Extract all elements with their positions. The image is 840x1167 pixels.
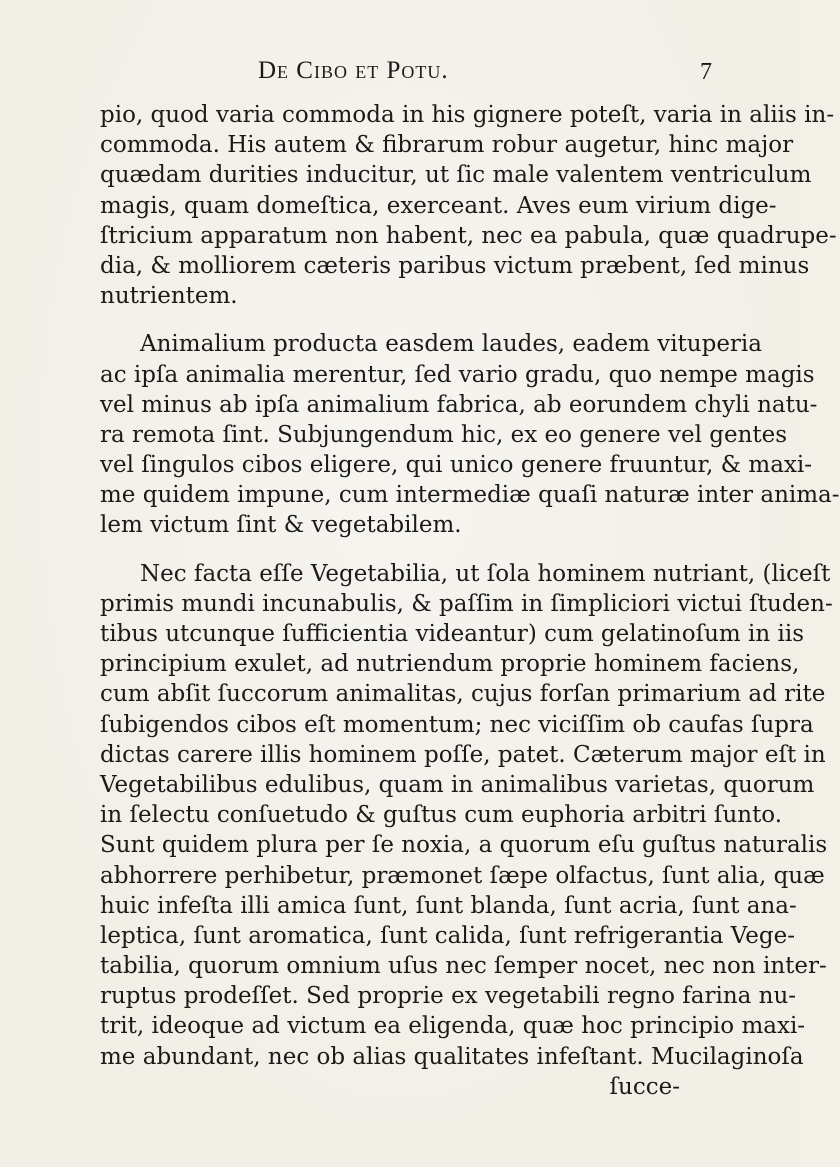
text-line: primis mundi incunabulis, & paſſim in ſimpliciori victui ſtuden- [100,590,833,617]
text-line: ac ipſa animalia merentur, ſed vario gradu, quo nempe magis [100,361,815,388]
text-line: Nec facta eſſe Vegetabilia, ut ſola hominem nutriant, (liceſt [140,560,831,587]
text-line: Animalium producta easdem laudes, eadem vituperia [140,331,762,358]
text-line: me abundant, nec ob alias qualitates infeſtant. Mucilaginoſa [100,1043,804,1070]
text-line: me quidem impune, cum intermediæ quaſi naturæ inter anima- [100,482,840,509]
text-line: Sunt quidem plura per ſe noxia, a quorum eſu guſtus naturalis [100,832,828,859]
text-line: quædam durities inducitur, ut ſic male valentem ventriculum [100,162,812,189]
text-line: ſtricium apparatum non habent, nec ea pabula, quæ quadrupe- [100,222,837,249]
text-line: vel minus ab ipſa animalium fabrica, ab eorundem chyli natu- [100,391,818,418]
paragraph-gap [100,541,720,559]
paragraph-3 [100,559,833,1072]
text-line: trit, ideoque ad victum ea eligenda, quæ hoc principio maxi- [100,1013,806,1040]
catchword: ſucce- [609,1073,680,1100]
paragraph-1 [100,100,837,311]
text-line: pio, quod varia commoda in his gignere poteſt, varia in aliis in- [100,102,835,128]
text-line: Vegetabilibus edulibus, quam in animalibus varietas, quorum [100,771,815,798]
page-number: 7 [700,59,712,85]
text-line: vel ſingulos cibos eligere, qui unico genere fruuntur, & maxi- [100,452,813,479]
text-line: principium exulet, ad nutriendum proprie hominem faciens, [100,651,800,678]
text-line: lem victum ſint & vegetabilem. [100,512,462,539]
paragraph-gap [100,311,720,329]
body-text [100,100,840,1102]
text-line: tibus utcunque ſufficientia videantur) cum gelatinoſum in iis [100,621,805,647]
text-line: dictas carere illis hominem poſſe, patet. Cæterum major eſt in [100,741,826,768]
text-line: leptica, ſunt aromatica, ſunt calida, ſunt refrigerantia Vege- [100,922,795,949]
text-line: huic infeſta illi amica ſunt, ſunt blanda, ſunt acria, ſunt ana- [100,892,797,919]
text-line: dia, & molliorem cæteris paribus victum præbent, ſed minus [100,252,810,279]
paragraph-2 [100,329,840,540]
text-line: nutrientem. [100,283,238,310]
text-line: abhorrere perhibetur, præmonet ſæpe olfactus, ſunt alia, quæ [100,862,825,889]
running-title: De Cibo et Potu. [258,57,449,84]
text-line: tabilia, quorum omnium uſus nec ſemper nocet, nec non inter- [100,953,827,980]
text-line: ſubigendos cibos eſt momentum; nec viciſſim ob caufas ſupra [100,711,814,738]
text-line: ruptus prodeſſet. Sed proprie ex vegetabili regno farina nu- [100,983,797,1010]
text-line: ra remota ſint. Subjungendum hic, ex eo genere vel gentes [100,421,788,448]
text-line: magis, quam domeſtica, exerceant. Aves eum virium dige- [100,192,777,219]
text-line: cum abſit ſuccorum animalitas, cujus forſan primarium ad rite [100,681,826,708]
running-head [0,57,800,93]
text-line: in ſelectu conſuetudo & guſtus cum euphoria arbitri ſunto. [100,802,783,829]
text-line: commoda. His autem & fibrarum robur augetur, hinc major [100,132,794,159]
